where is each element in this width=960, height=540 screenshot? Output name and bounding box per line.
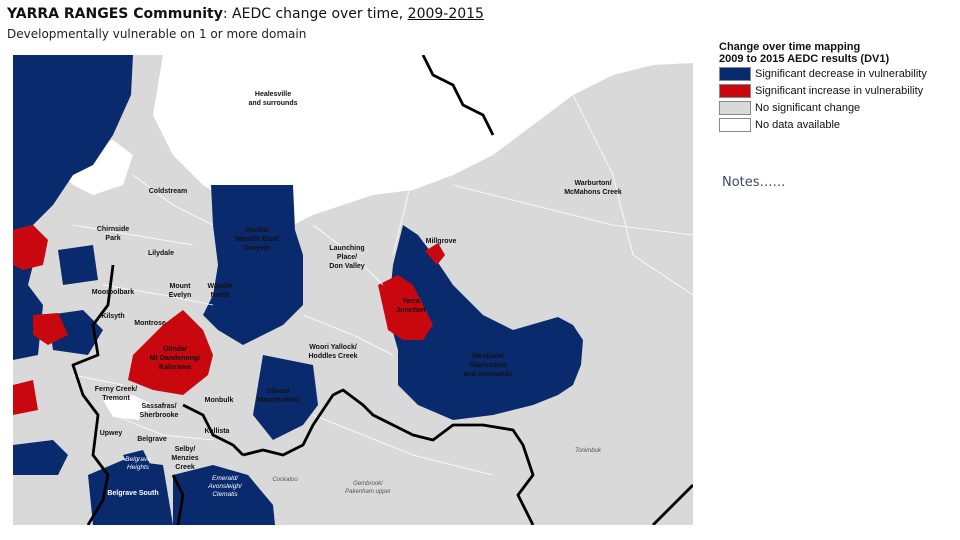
legend-label-increase: Significant increase in vulnerability <box>755 84 924 97</box>
area-decrease-croydon <box>58 245 98 285</box>
label-woori-yallock: Woori Yallock/ Hoddles Creek <box>308 344 358 360</box>
label-mooroolbark: Mooroolbark <box>91 289 135 296</box>
page-title <box>7 6 484 22</box>
label-wandin-north: Wandin North <box>207 283 233 299</box>
label-healesville: Healesville and surrounds <box>248 91 298 107</box>
label-tonimbuk: Tonimbuk <box>575 448 601 454</box>
title-text: : AEDC change over time, <box>222 6 408 22</box>
legend-swatch-increase <box>719 84 751 98</box>
title-years: 2009-2015 <box>407 6 484 22</box>
label-wesburn: Wesburn/ Gladysdale and surrounds <box>463 353 513 378</box>
legend-swatch-no-change <box>719 101 751 115</box>
label-cockatoo: Cockatoo <box>272 477 298 483</box>
legend-label-decrease: Significant decrease in vulnerability <box>755 67 927 80</box>
label-yarra-junction: Yarra Junction <box>396 298 426 314</box>
label-sassafras: Sassafras/ Sherbrooke <box>139 403 179 419</box>
map-legend <box>719 41 959 133</box>
legend-swatch-decrease <box>719 67 751 81</box>
label-ferny-creek: Ferny Creek/ Tremont <box>94 386 138 402</box>
legend-label-no-data: No data available <box>755 118 841 131</box>
legend-item-no-change <box>719 99 959 116</box>
label-monbulk: Monbulk <box>204 397 234 404</box>
label-kallista: Kallista <box>204 428 230 435</box>
legend-item-increase <box>719 82 959 99</box>
legend-item-no-data <box>719 116 959 133</box>
label-kilsyth: Kilsyth <box>101 313 125 320</box>
label-millgrove: Millgrove <box>425 238 457 245</box>
legend-title-line2: 2009 to 2015 AEDC results (DV1) <box>719 53 890 65</box>
page-subtitle: Developmentally vulnerable on 1 or more domain <box>7 27 307 41</box>
aedc-change-map <box>13 55 693 525</box>
label-selby: Selby/ Menzies Creek <box>171 446 199 471</box>
legend-swatch-no-data <box>719 118 751 132</box>
label-warburton: Warburton/ McMahons Creek <box>564 180 622 196</box>
legend-title <box>719 41 959 65</box>
label-emerald: Emerald/ Avonsleigh/ Clematis <box>208 475 242 498</box>
label-olinda: Olinda/ Mt Dandenong/ Kalorama <box>149 346 201 371</box>
label-seville: Seville/ Wandin East/ Gruyere <box>235 227 279 252</box>
label-mount-evelyn: Mount Evelyn <box>168 283 192 299</box>
label-launching-place: Launching Place/ Don Valley <box>329 245 365 270</box>
label-belgrave-heights: Belgrave Heights <box>125 456 151 471</box>
label-gembrook: Gembrook/ Pakenham upper <box>345 481 391 495</box>
label-lilydale: Lilydale <box>147 250 175 257</box>
legend-title-line1: Change over time mapping <box>719 41 861 53</box>
title-community: YARRA RANGES Community <box>7 6 223 22</box>
label-chirnside-park: Chirnside Park <box>96 226 130 242</box>
legend-label-no-change: No significant change <box>755 101 861 114</box>
legend-item-decrease <box>719 65 959 82</box>
label-upwey: Upwey <box>99 430 123 437</box>
label-belgrave: Belgrave <box>137 436 167 443</box>
label-montrose: Montrose <box>134 320 166 327</box>
label-silvan: Silvan/ Macclesfield <box>257 388 299 404</box>
notes-text: Notes…… <box>722 175 786 190</box>
label-coldstream: Coldstream <box>148 188 188 195</box>
label-belgrave-south: Belgrave South <box>107 490 159 497</box>
